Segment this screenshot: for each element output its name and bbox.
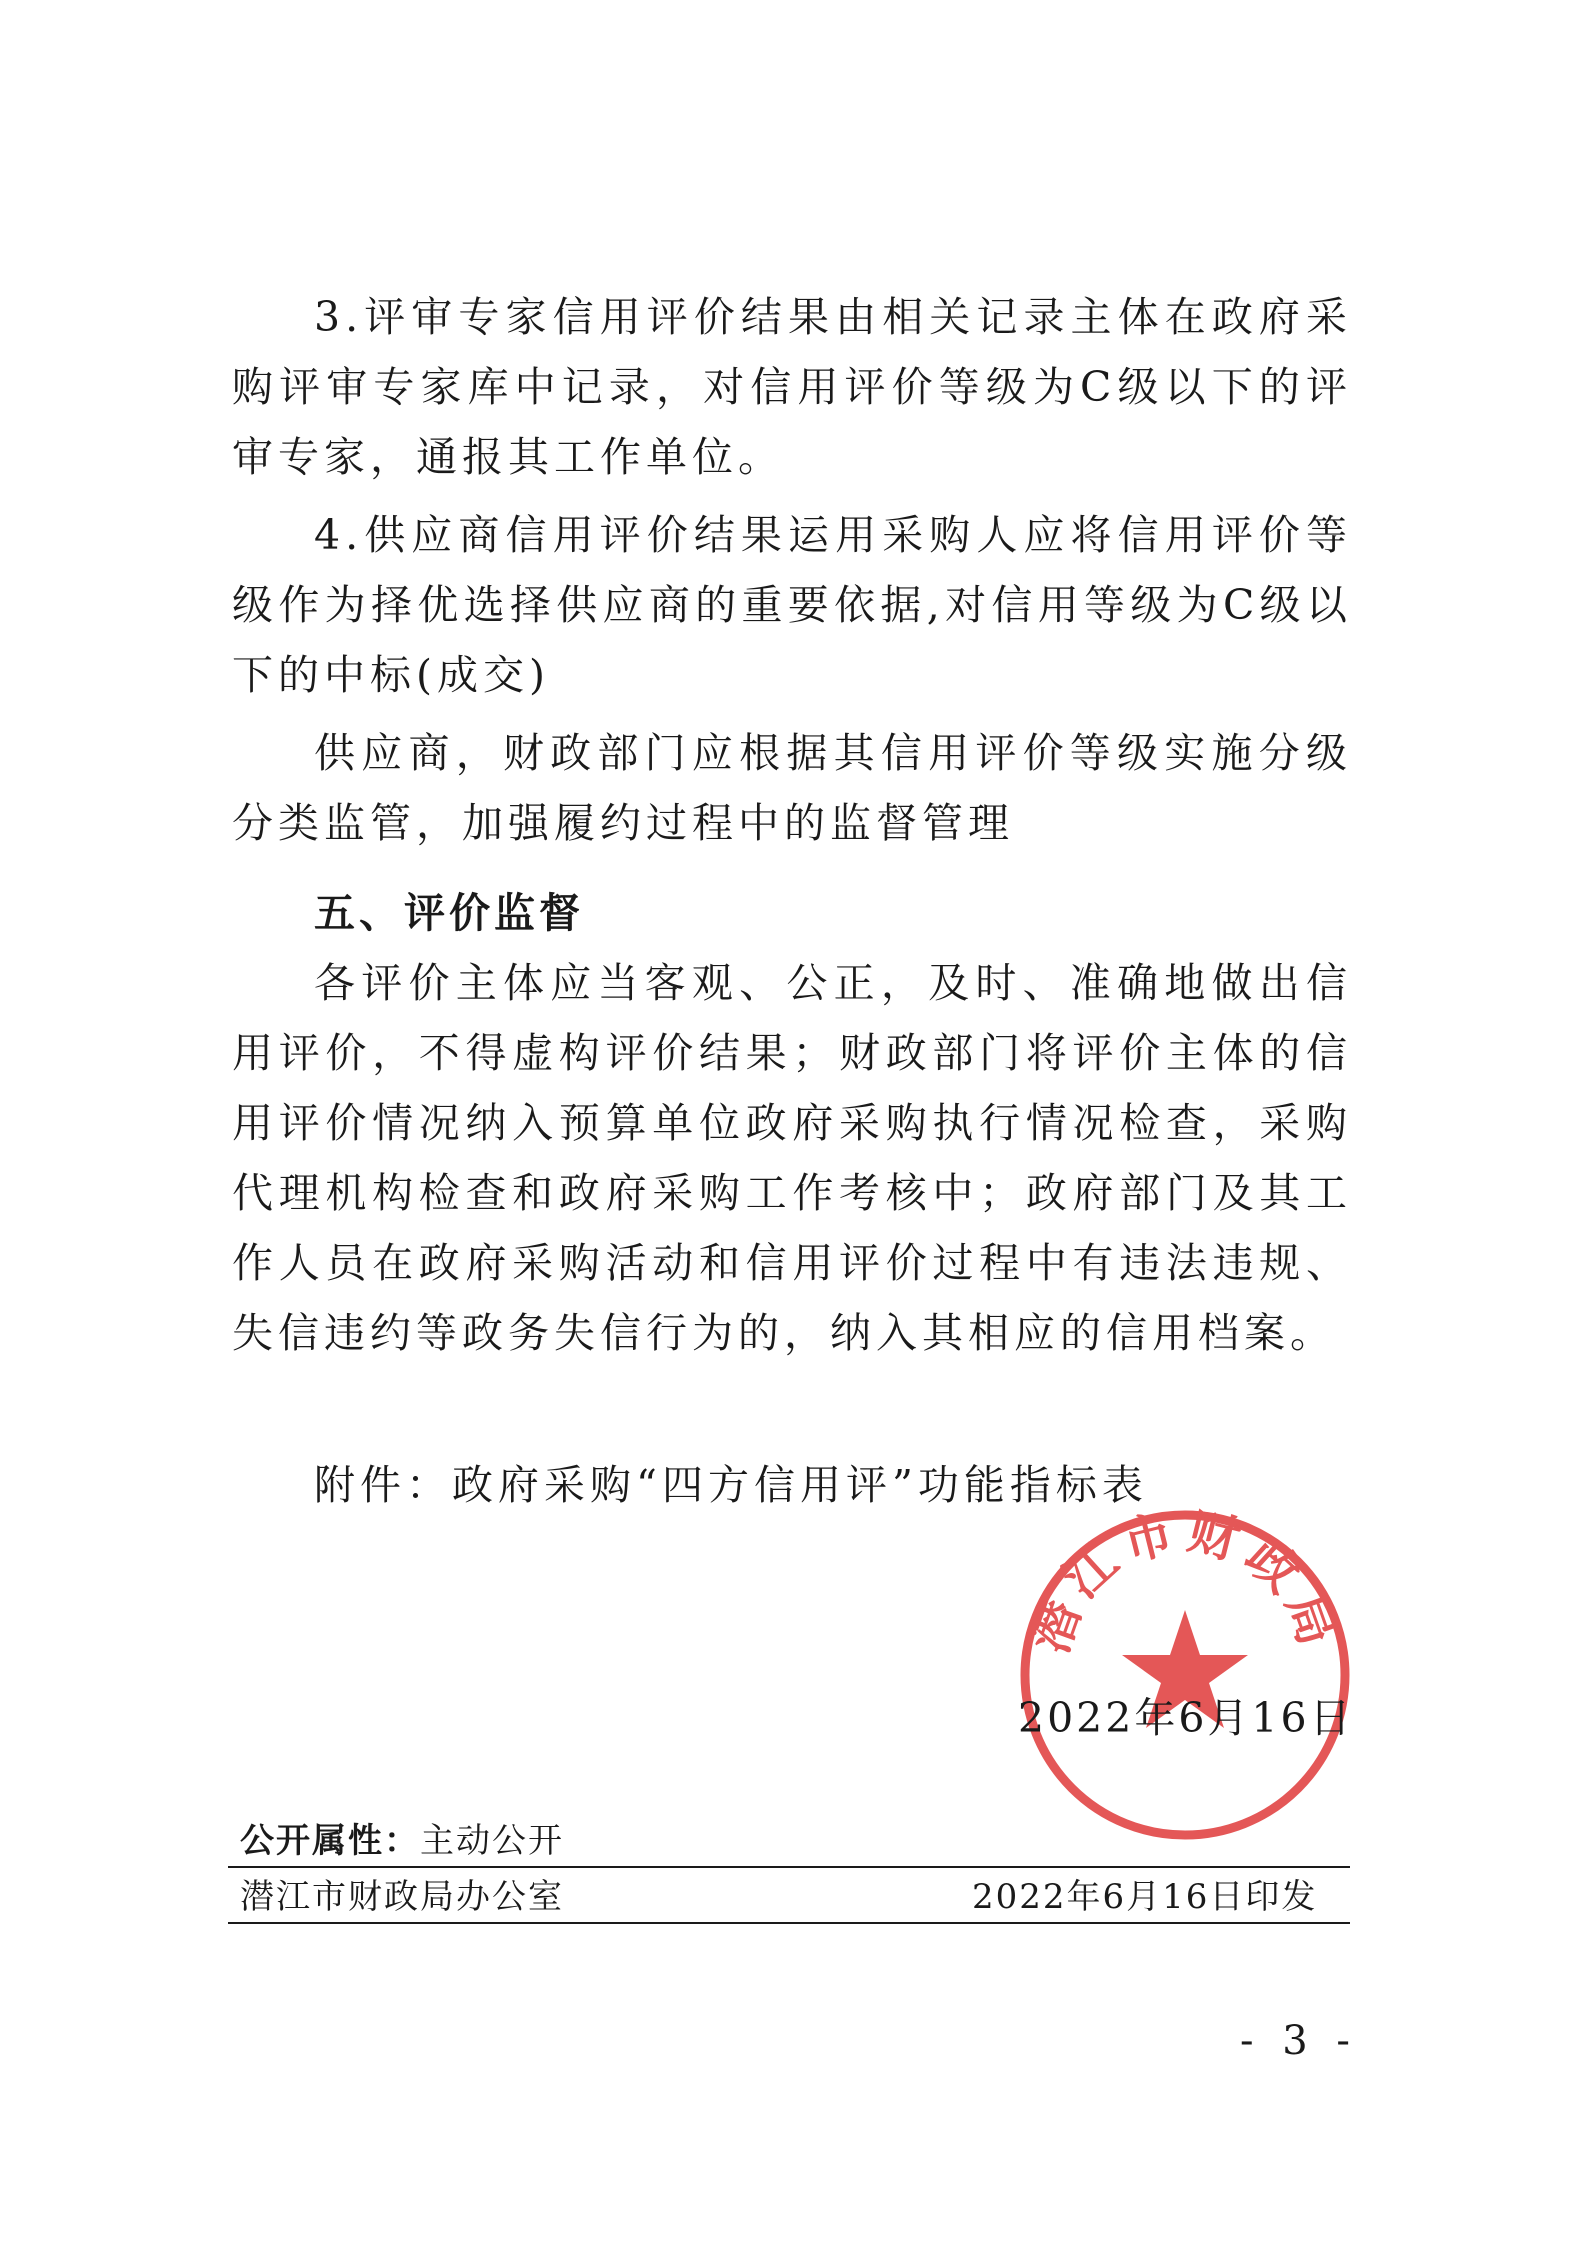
paragraph-expert-evaluation [232,282,1352,492]
issuing-office: 潜江市财政局办公室 [240,1877,564,1917]
disclosure-attribute [240,1816,564,1866]
official-seal [1010,1500,1360,1850]
section-heading-text: 五、评价监督 [314,889,584,937]
seal-text: 潜江市财政局 [1019,1501,1351,1661]
footer-divider-top [228,1866,1350,1868]
paragraph-supervision [232,718,1352,858]
footer-divider-bottom [228,1922,1350,1924]
print-date: 2022年6月16日印发 [972,1877,1318,1917]
signature-date: 2022年6月16日 [1018,1694,1354,1742]
disclosure-label: 公开属性： [240,1821,420,1861]
paragraph-text: 各评价主体应当客观、公正，及时、准确地做出信用评价，不得虚构评价结果；财政部门将评价主体的信用评价情况纳入预算单位政府采购执行情况检查，采购代理机构检查和政府采购工作考核中；政府部门及其工作人员在政府采购活动和信用评价过程中有违法违规、失信违约等政务失信行为的，纳入其相应的信用档案。 [232,959,1352,1357]
paragraph-text: 3.评审专家信用评价结果由相关记录主体在政府采购评审专家库中记录，对信用评价等级为C级以下的评审专家，通报其工作单位。 [232,293,1352,481]
paragraph-evaluation-supervision [232,948,1352,1368]
paragraph-text: 供应商，财政部门应根据其信用评价等级实施分级分类监管，加强履约过程中的监督管理 [232,729,1352,847]
page-number: - 3 - [1240,2018,1358,2064]
section-heading [232,878,1352,948]
disclosure-value: 主动公开 [420,1821,564,1861]
attachment-text: 附件：政府采购“四方信用评”功能指标表 [314,1461,1148,1509]
paragraph-text: 4.供应商信用评价结果运用采购人应将信用评价等级作为择优选择供应商的重要依据,对信用等级为C级以下的中标(成交) [232,511,1352,699]
paragraph-supplier-evaluation [232,500,1352,710]
